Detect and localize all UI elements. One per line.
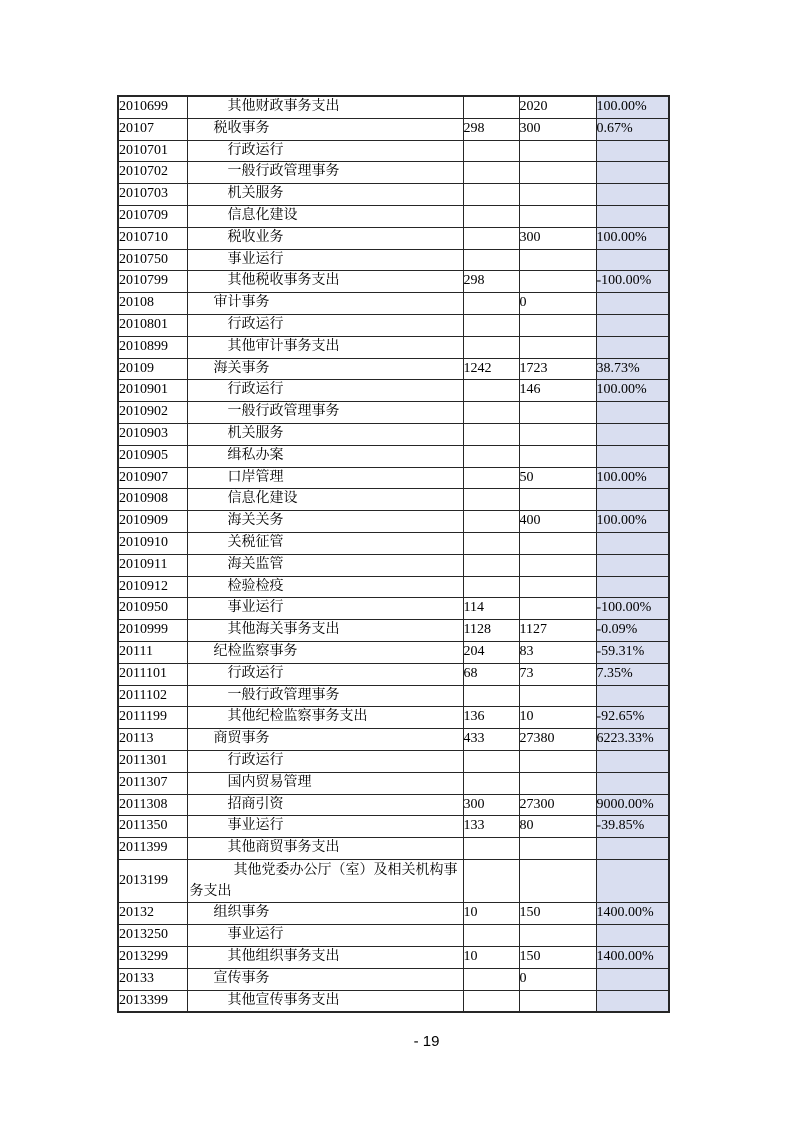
table-row: [118, 140, 669, 162]
row-code: 2010912: [118, 576, 187, 598]
row-name: 其他组织事务支出: [187, 947, 463, 969]
row-value-prev: [463, 205, 519, 227]
row-value-prev: 68: [463, 663, 519, 685]
table-row: [118, 467, 669, 489]
row-change-pct: [596, 925, 669, 947]
row-code: 20133: [118, 968, 187, 990]
row-value-prev: [463, 249, 519, 271]
row-code: 20109: [118, 358, 187, 380]
row-value-prev: [463, 402, 519, 424]
row-value-prev: 433: [463, 729, 519, 751]
row-change-pct: 100.00%: [596, 96, 669, 118]
row-value-prev: [463, 314, 519, 336]
row-value-prev: [463, 750, 519, 772]
row-code: 2011307: [118, 772, 187, 794]
row-name: 行政运行: [187, 314, 463, 336]
row-code: 2010903: [118, 423, 187, 445]
row-value-prev: [463, 576, 519, 598]
row-name: 事业运行: [187, 249, 463, 271]
row-value-curr: [519, 271, 596, 293]
row-code: 2010905: [118, 445, 187, 467]
row-value-curr: [519, 990, 596, 1012]
row-code: 2011199: [118, 707, 187, 729]
row-change-pct: [596, 423, 669, 445]
row-change-pct: -100.00%: [596, 598, 669, 620]
table-row: [118, 532, 669, 554]
row-change-pct: 7.35%: [596, 663, 669, 685]
row-value-prev: [463, 685, 519, 707]
row-code: 20132: [118, 903, 187, 925]
row-code: 2010899: [118, 336, 187, 358]
row-change-pct: 100.00%: [596, 380, 669, 402]
row-value-prev: [463, 489, 519, 511]
row-name: 行政运行: [187, 663, 463, 685]
row-value-curr: 1127: [519, 620, 596, 642]
row-code: 2010999: [118, 620, 187, 642]
row-change-pct: 6223.33%: [596, 729, 669, 751]
row-name: 一般行政管理事务: [187, 162, 463, 184]
row-value-prev: 10: [463, 947, 519, 969]
row-change-pct: 100.00%: [596, 467, 669, 489]
table-row: [118, 750, 669, 772]
row-value-curr: 73: [519, 663, 596, 685]
table-row: [118, 205, 669, 227]
table-row: [118, 663, 669, 685]
table-row: [118, 620, 669, 642]
row-value-prev: [463, 162, 519, 184]
table-row: [118, 707, 669, 729]
row-value-curr: [519, 445, 596, 467]
row-code: 2011399: [118, 838, 187, 860]
row-value-prev: 114: [463, 598, 519, 620]
row-name: 其他商贸事务支出: [187, 838, 463, 860]
row-name: 事业运行: [187, 925, 463, 947]
table-row: [118, 489, 669, 511]
row-value-curr: [519, 750, 596, 772]
row-change-pct: 38.73%: [596, 358, 669, 380]
row-value-curr: [519, 838, 596, 860]
table-row: [118, 641, 669, 663]
table-row: [118, 816, 669, 838]
row-value-prev: [463, 140, 519, 162]
row-change-pct: 1400.00%: [596, 947, 669, 969]
table-row: [118, 423, 669, 445]
row-code: 2010703: [118, 184, 187, 206]
row-change-pct: [596, 838, 669, 860]
row-value-curr: 50: [519, 467, 596, 489]
table-row: [118, 554, 669, 576]
row-code: 20108: [118, 293, 187, 315]
row-code: 2010902: [118, 402, 187, 424]
row-name: 口岸管理: [187, 467, 463, 489]
row-change-pct: [596, 750, 669, 772]
row-value-prev: [463, 925, 519, 947]
row-change-pct: 9000.00%: [596, 794, 669, 816]
table-row: [118, 511, 669, 533]
row-code: 2010911: [118, 554, 187, 576]
row-value-prev: 1128: [463, 620, 519, 642]
table-row: [118, 903, 669, 925]
row-code: 2010801: [118, 314, 187, 336]
row-code: 2011101: [118, 663, 187, 685]
row-change-pct: [596, 532, 669, 554]
table-row: [118, 96, 669, 118]
row-code: 2013399: [118, 990, 187, 1012]
row-code: 2011350: [118, 816, 187, 838]
row-change-pct: [596, 249, 669, 271]
row-value-curr: [519, 314, 596, 336]
row-value-curr: 27380: [519, 729, 596, 751]
row-value-prev: 298: [463, 118, 519, 140]
row-code: 2011301: [118, 750, 187, 772]
row-value-prev: 300: [463, 794, 519, 816]
row-value-prev: 298: [463, 271, 519, 293]
row-name: 税收业务: [187, 227, 463, 249]
table-row: [118, 184, 669, 206]
row-value-prev: [463, 227, 519, 249]
row-name: 其他财政事务支出: [187, 96, 463, 118]
row-value-prev: 1242: [463, 358, 519, 380]
row-value-curr: [519, 598, 596, 620]
page-number: - 19: [413, 1033, 440, 1050]
row-name: 机关服务: [187, 423, 463, 445]
row-value-curr: [519, 249, 596, 271]
row-change-pct: -92.65%: [596, 707, 669, 729]
row-name: 机关服务: [187, 184, 463, 206]
row-change-pct: [596, 576, 669, 598]
row-name: 海关事务: [187, 358, 463, 380]
row-code: 2011308: [118, 794, 187, 816]
row-code: 2010901: [118, 380, 187, 402]
row-name: 信息化建设: [187, 205, 463, 227]
row-name: 其他纪检监察事务支出: [187, 707, 463, 729]
table-row: [118, 445, 669, 467]
table-row: [118, 838, 669, 860]
row-value-prev: [463, 445, 519, 467]
row-value-curr: 150: [519, 947, 596, 969]
row-value-curr: [519, 532, 596, 554]
row-name: 组织事务: [187, 903, 463, 925]
row-value-curr: [519, 402, 596, 424]
row-value-curr: [519, 925, 596, 947]
table-row: [118, 118, 669, 140]
row-name: 行政运行: [187, 750, 463, 772]
row-change-pct: [596, 554, 669, 576]
table-row: [118, 336, 669, 358]
row-value-prev: [463, 554, 519, 576]
row-value-prev: [463, 184, 519, 206]
row-value-prev: [463, 96, 519, 118]
row-name: 事业运行: [187, 598, 463, 620]
row-change-pct: [596, 772, 669, 794]
row-value-curr: 0: [519, 293, 596, 315]
table-row: [118, 685, 669, 707]
table-row: [118, 990, 669, 1012]
row-value-prev: [463, 467, 519, 489]
row-value-prev: [463, 838, 519, 860]
table-row: [118, 358, 669, 380]
table-row: [118, 162, 669, 184]
table-row: [118, 947, 669, 969]
row-change-pct: [596, 184, 669, 206]
row-name: 其他税收事务支出: [187, 271, 463, 293]
row-code: 2010950: [118, 598, 187, 620]
row-change-pct: [596, 968, 669, 990]
row-change-pct: [596, 293, 669, 315]
row-code: 2013299: [118, 947, 187, 969]
row-code: 2010702: [118, 162, 187, 184]
row-value-prev: 10: [463, 903, 519, 925]
row-value-prev: [463, 293, 519, 315]
row-change-pct: [596, 162, 669, 184]
row-name: 国内贸易管理: [187, 772, 463, 794]
row-value-prev: [463, 772, 519, 794]
row-change-pct: -100.00%: [596, 271, 669, 293]
row-code: 2010710: [118, 227, 187, 249]
row-code: 2010799: [118, 271, 187, 293]
row-code: 2010907: [118, 467, 187, 489]
row-code: 2010909: [118, 511, 187, 533]
row-name: 行政运行: [187, 380, 463, 402]
row-change-pct: -0.09%: [596, 620, 669, 642]
row-value-curr: 146: [519, 380, 596, 402]
row-name: 事业运行: [187, 816, 463, 838]
row-value-curr: [519, 162, 596, 184]
row-code: 2010701: [118, 140, 187, 162]
row-name: 其他审计事务支出: [187, 336, 463, 358]
row-value-prev: [463, 990, 519, 1012]
table-row: [118, 772, 669, 794]
table-row: [118, 380, 669, 402]
row-name: 审计事务: [187, 293, 463, 315]
row-code: 2010910: [118, 532, 187, 554]
row-name: 关税征管: [187, 532, 463, 554]
row-change-pct: [596, 489, 669, 511]
budget-table-body: [118, 96, 669, 1012]
row-code: 2013199: [118, 859, 187, 903]
row-code: 2010699: [118, 96, 187, 118]
row-value-curr: 300: [519, 227, 596, 249]
row-value-curr: [519, 140, 596, 162]
row-value-prev: [463, 532, 519, 554]
row-code: 20107: [118, 118, 187, 140]
row-change-pct: 100.00%: [596, 511, 669, 533]
row-value-prev: 136: [463, 707, 519, 729]
budget-table: [117, 95, 670, 1013]
row-value-curr: 300: [519, 118, 596, 140]
row-value-curr: [519, 772, 596, 794]
row-name: 检验检疫: [187, 576, 463, 598]
row-code: 2011102: [118, 685, 187, 707]
row-change-pct: [596, 990, 669, 1012]
row-code: 2013250: [118, 925, 187, 947]
row-value-curr: 27300: [519, 794, 596, 816]
row-name: 海关监管: [187, 554, 463, 576]
row-name: 信息化建设: [187, 489, 463, 511]
row-name: 一般行政管理事务: [187, 402, 463, 424]
row-value-curr: 83: [519, 641, 596, 663]
row-value-curr: [519, 205, 596, 227]
row-name: 宣传事务: [187, 968, 463, 990]
row-value-curr: 10: [519, 707, 596, 729]
row-value-prev: [463, 380, 519, 402]
row-value-curr: [519, 184, 596, 206]
table-row: [118, 227, 669, 249]
row-code: 2010709: [118, 205, 187, 227]
row-name: 税收事务: [187, 118, 463, 140]
row-value-prev: [463, 968, 519, 990]
row-value-curr: 150: [519, 903, 596, 925]
table-row: [118, 314, 669, 336]
row-name: 其他海关事务支出: [187, 620, 463, 642]
row-name: 行政运行: [187, 140, 463, 162]
row-value-prev: [463, 859, 519, 903]
row-change-pct: [596, 314, 669, 336]
row-value-curr: [519, 423, 596, 445]
row-code: 2010750: [118, 249, 187, 271]
row-value-prev: [463, 336, 519, 358]
row-value-prev: [463, 423, 519, 445]
row-name: 海关关务: [187, 511, 463, 533]
row-value-curr: [519, 859, 596, 903]
table-row: [118, 968, 669, 990]
table-row: [118, 402, 669, 424]
row-name: 其他党委办公厅（室）及相关机构事务支出: [187, 859, 463, 903]
row-name: 缉私办案: [187, 445, 463, 467]
row-change-pct: [596, 205, 669, 227]
row-value-curr: 2020: [519, 96, 596, 118]
row-name: 其他宣传事务支出: [187, 990, 463, 1012]
row-value-curr: 1723: [519, 358, 596, 380]
table-row: [118, 794, 669, 816]
row-name: 招商引资: [187, 794, 463, 816]
row-change-pct: 100.00%: [596, 227, 669, 249]
row-name: 商贸事务: [187, 729, 463, 751]
row-value-curr: [519, 489, 596, 511]
row-value-curr: 80: [519, 816, 596, 838]
row-name: 纪检监察事务: [187, 641, 463, 663]
table-row: [118, 925, 669, 947]
row-change-pct: [596, 402, 669, 424]
row-name: 一般行政管理事务: [187, 685, 463, 707]
row-change-pct: [596, 685, 669, 707]
table-row: [118, 576, 669, 598]
row-change-pct: [596, 445, 669, 467]
row-change-pct: [596, 859, 669, 903]
row-value-curr: [519, 554, 596, 576]
row-code: 20111: [118, 641, 187, 663]
table-row: [118, 293, 669, 315]
table-row: [118, 249, 669, 271]
row-value-curr: [519, 576, 596, 598]
row-change-pct: [596, 140, 669, 162]
row-change-pct: 1400.00%: [596, 903, 669, 925]
row-value-prev: 133: [463, 816, 519, 838]
row-change-pct: 0.67%: [596, 118, 669, 140]
row-change-pct: -39.85%: [596, 816, 669, 838]
row-value-prev: [463, 511, 519, 533]
table-row: [118, 859, 669, 903]
row-value-curr: 400: [519, 511, 596, 533]
row-value-curr: [519, 336, 596, 358]
table-row: [118, 598, 669, 620]
row-code: 2010908: [118, 489, 187, 511]
row-change-pct: -59.31%: [596, 641, 669, 663]
table-row: [118, 729, 669, 751]
row-value-curr: [519, 685, 596, 707]
row-change-pct: [596, 336, 669, 358]
table-row: [118, 271, 669, 293]
row-value-prev: 204: [463, 641, 519, 663]
row-code: 20113: [118, 729, 187, 751]
row-value-curr: 0: [519, 968, 596, 990]
